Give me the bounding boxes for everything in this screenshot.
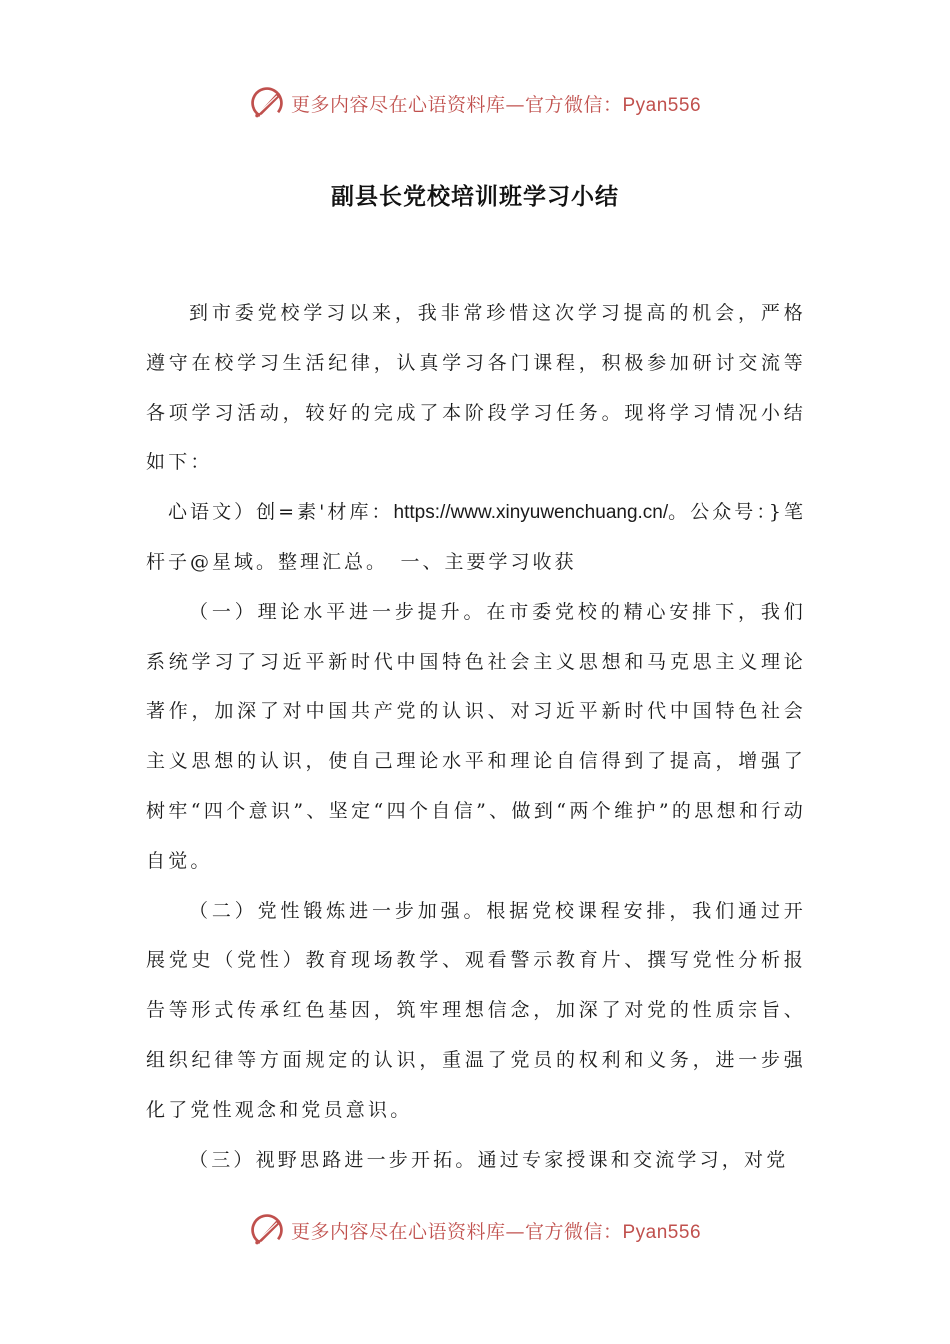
quill-pen-logo-icon xyxy=(249,85,285,121)
source-note xyxy=(146,488,806,588)
paragraph-theory: （一）理论水平进一步提升。在市委党校的精心安排下，我们系统学习了习近平新时代中国特色社会主义思想和马克思主义理论著作，加深了对中国共产党的认识、对习近平新时代中国特色社会主义思想的认识，使自己理论水平和理论自信得到了提高，增强了树牢“四个意识”、坚定“四个自信”、做到“两个维护”的思想和行动自觉。 xyxy=(146,600,806,872)
header-banner-text: 更多内容尽在心语资料库—官方微信：Pyan556 xyxy=(290,93,702,116)
footer-banner xyxy=(0,1208,950,1252)
paragraph-vision: （三）视野思路进一步开拓。通过专家授课和交流学习，对党 xyxy=(189,1148,789,1171)
paragraph-party-spirit: （二）党性锻炼进一步加强。根据党校课程安排，我们通过开展党史（党性）教育现场教学、观看警示教育片、撰写党性分析报告等形式传承红色基因，筑牢理想信念，加深了对党的性质宗旨、组织纪律等方面规定的认识，重温了党员的权利和义务，进一步强化了党性观念和党员意识。 xyxy=(146,899,806,1121)
source-note-suffix: 。公众号：}笔杆子@星域。整理汇总。 一、主要学习收获 xyxy=(146,501,806,573)
paragraph-intro: 到市委党校学习以来，我非常珍惜这次学习提高的机会，严格遵守在校学习生活纪律，认真学习各门课程，积极参加研讨交流等各项学习活动，较好的完成了本阶段学习任务。现将学习情况小结如下： xyxy=(146,302,806,474)
document-title: 副县长党校培训班学习小结 xyxy=(331,184,619,210)
source-note-prefix: 心语文）创=素'材库： xyxy=(168,501,394,524)
header-banner xyxy=(0,81,950,125)
quill-pen-logo-icon xyxy=(249,1212,285,1248)
source-link[interactable]: https://www.xinyuwenchuang.cn/ xyxy=(393,502,669,524)
document-body xyxy=(146,289,806,1185)
footer-banner-text: 更多内容尽在心语资料库—官方微信：Pyan556 xyxy=(290,1220,702,1243)
